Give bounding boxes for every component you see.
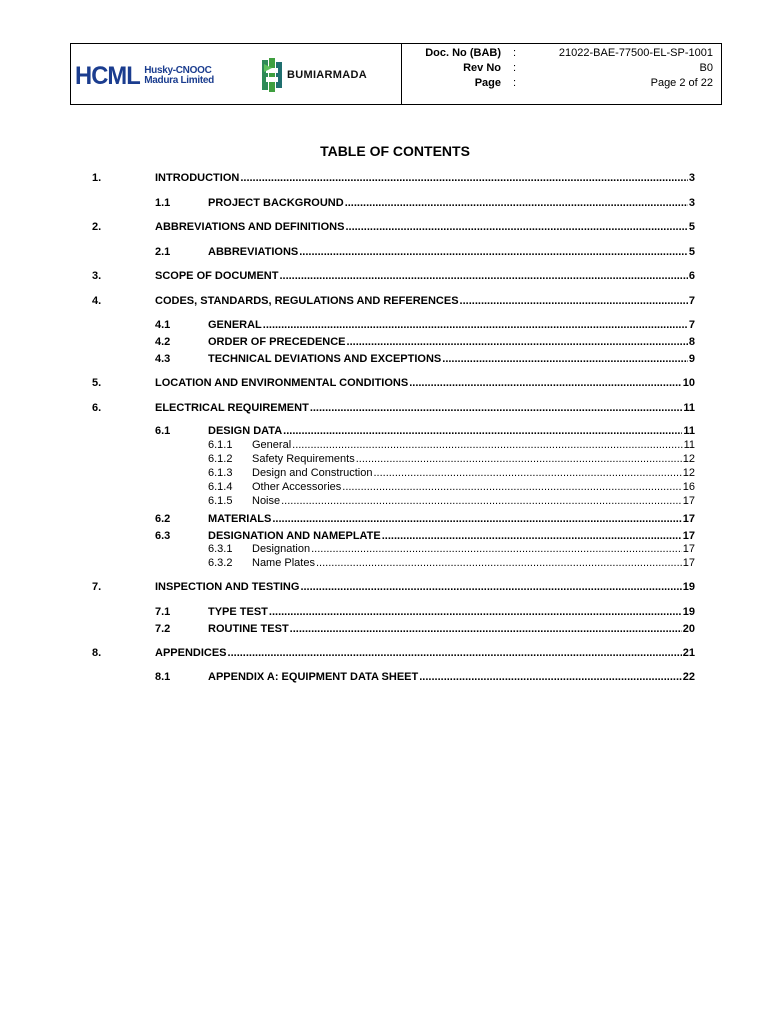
- toc-number: 6.1.1: [208, 439, 233, 451]
- toc-entry[interactable]: [208, 513, 695, 526]
- toc-page-number: 11: [683, 402, 695, 414]
- toc-entry-label: ABBREVIATIONS AND DEFINITIONS: [155, 221, 345, 233]
- toc-leader-dots: [460, 295, 688, 308]
- toc-number: 5.: [92, 377, 102, 389]
- toc-page-number: 20: [682, 623, 695, 635]
- toc-entry[interactable]: [252, 543, 695, 556]
- toc-number: 4.3: [155, 353, 171, 365]
- toc-entry-label: ELECTRICAL REQUIREMENT: [155, 402, 309, 414]
- toc-number: 8.: [92, 647, 102, 659]
- toc-entry-label: Name Plates: [252, 557, 315, 569]
- toc-page-number: 17: [682, 495, 695, 507]
- meta-value: B0: [699, 62, 713, 74]
- toc-page-number: 16: [682, 481, 695, 493]
- toc-leader-dots: [442, 353, 688, 366]
- toc-leader-dots: [316, 557, 682, 570]
- bumiarmada-logo-text: BUMIARMADA: [287, 69, 367, 81]
- hcml-logo-line1: Husky-CNOOC: [144, 65, 212, 76]
- toc-entry[interactable]: [208, 530, 695, 543]
- toc-number: 1.1: [155, 197, 171, 209]
- toc-entry[interactable]: [252, 453, 695, 466]
- toc-page-number: 17: [682, 543, 695, 555]
- toc-entry[interactable]: [208, 623, 695, 636]
- toc-entry-label: Designation: [252, 543, 311, 555]
- toc-number: 6.1.2: [208, 453, 233, 465]
- toc-entry-label: Design and Construction: [252, 467, 373, 479]
- toc-leader-dots: [283, 425, 682, 438]
- toc-entry-label: SCOPE OF DOCUMENT: [155, 270, 279, 282]
- toc-leader-dots: [345, 221, 687, 234]
- toc-leader-dots: [228, 647, 682, 660]
- toc-leader-dots: [347, 336, 688, 349]
- toc-entry[interactable]: [208, 319, 695, 332]
- toc-entry-label: Noise: [252, 495, 281, 507]
- toc-page-number: 9: [688, 353, 695, 365]
- toc-leader-dots: [311, 543, 682, 556]
- toc-page-number: 21: [682, 647, 695, 659]
- toc-number: 8.1: [155, 671, 171, 683]
- page-title: TABLE OF CONTENTS: [320, 143, 470, 159]
- toc-leader-dots: [292, 439, 682, 452]
- toc-entry[interactable]: [155, 647, 695, 660]
- meta-colon: :: [513, 77, 517, 89]
- toc-page-number: 12: [682, 467, 695, 479]
- toc-leader-dots: [281, 495, 682, 508]
- toc-entry-label: TYPE TEST: [208, 606, 268, 618]
- toc-page-number: 3: [688, 197, 695, 209]
- toc-entry[interactable]: [252, 481, 695, 494]
- toc-entry[interactable]: [208, 336, 695, 349]
- hcml-logo-abbr: HCML: [75, 61, 140, 90]
- toc-leader-dots: [419, 671, 682, 684]
- toc-page-number: 6: [688, 270, 695, 282]
- toc-entry[interactable]: [208, 246, 695, 259]
- toc-entry[interactable]: [155, 270, 695, 283]
- toc-entry-label: Other Accessories: [252, 481, 342, 493]
- meta-value: 21022-BAE-77500-EL-SP-1001: [558, 47, 713, 59]
- toc-entry[interactable]: [155, 295, 695, 308]
- toc-number: 6.3.1: [208, 543, 233, 555]
- toc-page-number: 5: [688, 221, 695, 233]
- meta-value: Page 2 of 22: [650, 77, 713, 89]
- toc-entry-label: LOCATION AND ENVIRONMENTAL CONDITIONS: [155, 377, 409, 389]
- toc-entry-label: PROJECT BACKGROUND: [208, 197, 344, 209]
- toc-number: 7.: [92, 581, 102, 593]
- toc-page-number: 7: [688, 319, 695, 331]
- toc-entry-label: Safety Requirements: [252, 453, 355, 465]
- toc-entry-label: DESIGN DATA: [208, 425, 283, 437]
- toc-page-number: 17: [682, 530, 695, 542]
- toc-leader-dots: [290, 623, 682, 636]
- toc-entry[interactable]: [155, 221, 695, 234]
- toc-entry[interactable]: [252, 439, 695, 452]
- toc-leader-dots: [299, 246, 688, 259]
- toc-page-number: 17: [682, 513, 695, 525]
- toc-entry[interactable]: [155, 172, 695, 185]
- toc-page-number: 22: [682, 671, 695, 683]
- toc-number: 2.: [92, 221, 102, 233]
- toc-page-number: 5: [688, 246, 695, 258]
- toc-page-number: 10: [682, 377, 695, 389]
- toc-page-number: 7: [688, 295, 695, 307]
- toc-leader-dots: [345, 197, 688, 210]
- toc-number: 6.2: [155, 513, 171, 525]
- toc-leader-dots: [382, 530, 682, 543]
- toc-page-number: 19: [682, 581, 695, 593]
- toc-entry[interactable]: [252, 495, 695, 508]
- toc-page-number: 11: [683, 425, 695, 437]
- toc-entry-label: ROUTINE TEST: [208, 623, 289, 635]
- toc-number: 3.: [92, 270, 102, 282]
- meta-label: Rev No: [463, 62, 501, 74]
- toc-leader-dots: [310, 402, 683, 415]
- toc-entry-label: APPENDICES: [155, 647, 227, 659]
- toc-entry-label: CODES, STANDARDS, REGULATIONS AND REFERENCES: [155, 295, 459, 307]
- hcml-logo-line2: Madura Limited: [144, 75, 214, 86]
- toc-entry[interactable]: [208, 197, 695, 210]
- toc-leader-dots: [373, 467, 681, 480]
- toc-number: 7.1: [155, 606, 171, 618]
- toc-leader-dots: [263, 319, 688, 332]
- toc-entry[interactable]: [155, 377, 695, 390]
- meta-colon: :: [513, 47, 517, 59]
- toc-number: 4.: [92, 295, 102, 307]
- toc-page-number: 8: [688, 336, 695, 348]
- toc-entry[interactable]: [208, 425, 695, 438]
- toc-number: 6.1.3: [208, 467, 233, 479]
- toc-page-number: 19: [682, 606, 695, 618]
- toc-entry[interactable]: [208, 606, 695, 619]
- toc-entry-label: MATERIALS: [208, 513, 272, 525]
- toc-number: 6.3.2: [208, 557, 233, 569]
- toc-entry-label: APPENDIX A: EQUIPMENT DATA SHEET: [208, 671, 419, 683]
- toc-leader-dots: [300, 581, 681, 594]
- toc-entry[interactable]: [208, 353, 695, 366]
- toc-number: 6.1.4: [208, 481, 233, 493]
- toc-number: 6.3: [155, 530, 171, 542]
- toc-page-number: 17: [682, 557, 695, 569]
- toc-entry-label: ABBREVIATIONS: [208, 246, 299, 258]
- toc-entry[interactable]: [252, 557, 695, 570]
- toc-number: 4.1: [155, 319, 171, 331]
- meta-label: Doc. No (BAB): [425, 47, 501, 59]
- toc-entry-label: General: [252, 439, 292, 451]
- toc-entry-label: ORDER OF PRECEDENCE: [208, 336, 346, 348]
- meta-colon: :: [513, 62, 517, 74]
- toc-leader-dots: [356, 453, 682, 466]
- toc-page-number: 12: [682, 453, 695, 465]
- toc-number: 1.: [92, 172, 102, 184]
- toc-leader-dots: [342, 481, 681, 494]
- toc-entry-label: TECHNICAL DEVIATIONS AND EXCEPTIONS: [208, 353, 442, 365]
- toc-entry[interactable]: [252, 467, 695, 480]
- meta-label: Page: [474, 77, 501, 89]
- toc-number: 2.1: [155, 246, 171, 258]
- toc-page-number: 11: [683, 439, 695, 451]
- toc-entry-label: INTRODUCTION: [155, 172, 240, 184]
- toc-entry[interactable]: [155, 402, 695, 415]
- toc-number: 4.2: [155, 336, 171, 348]
- toc-leader-dots: [279, 270, 687, 283]
- toc-leader-dots: [409, 377, 682, 390]
- toc-number: 7.2: [155, 623, 171, 635]
- toc-entry-label: DESIGNATION AND NAMEPLATE: [208, 530, 381, 542]
- toc-page-number: 3: [688, 172, 695, 184]
- toc-entry[interactable]: [208, 671, 695, 684]
- toc-entry-label: GENERAL: [208, 319, 262, 331]
- toc-number: 6.1: [155, 425, 171, 437]
- toc-leader-dots: [272, 513, 681, 526]
- toc-number: 6.: [92, 402, 102, 414]
- toc-number: 6.1.5: [208, 495, 233, 507]
- toc-leader-dots: [269, 606, 682, 619]
- toc-leader-dots: [240, 172, 688, 185]
- toc-entry-label: INSPECTION AND TESTING: [155, 581, 300, 593]
- toc-entry[interactable]: [155, 581, 695, 594]
